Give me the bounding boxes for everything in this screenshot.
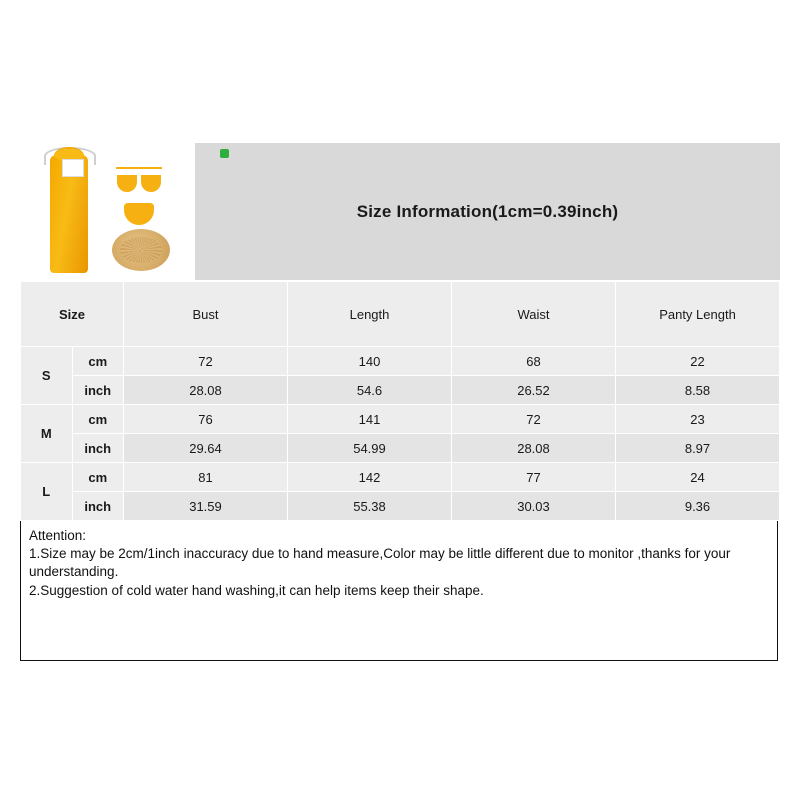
header-bust: Bust (124, 282, 288, 347)
attention-block (20, 521, 778, 661)
bikini-top-illustration (116, 167, 162, 193)
fur-accessory-illustration (112, 229, 170, 271)
attention-line-2: 2.Suggestion of cold water hand washing,it can help items keep their shape. (29, 582, 484, 598)
cell-panty-length: 8.58 (616, 376, 780, 405)
unit-cm: cm (72, 463, 124, 492)
cell-panty-length: 23 (616, 405, 780, 434)
cell-panty-length: 9.36 (616, 492, 780, 521)
cell-waist: 30.03 (452, 492, 616, 521)
cell-panty-length: 24 (616, 463, 780, 492)
table-row (21, 434, 780, 463)
cell-waist: 68 (452, 347, 616, 376)
cell-waist: 77 (452, 463, 616, 492)
unit-cm: cm (72, 347, 124, 376)
cell-length: 55.38 (288, 492, 452, 521)
table-row (21, 463, 780, 492)
cell-length: 141 (288, 405, 452, 434)
cell-waist: 72 (452, 405, 616, 434)
unit-cm: cm (72, 405, 124, 434)
table-row (21, 347, 780, 376)
product-photo (20, 143, 195, 280)
size-label-s: S (21, 347, 73, 405)
table-row (21, 405, 780, 434)
header-waist: Waist (452, 282, 616, 347)
dress-strap (54, 147, 84, 165)
cell-bust: 76 (124, 405, 288, 434)
cell-panty-length: 8.97 (616, 434, 780, 463)
cell-waist: 28.08 (452, 434, 616, 463)
header-length: Length (288, 282, 452, 347)
table-row (21, 492, 780, 521)
cell-waist: 26.52 (452, 376, 616, 405)
unit-inch: inch (72, 492, 124, 521)
attention-heading: Attention: (29, 528, 87, 543)
unit-inch: inch (72, 434, 124, 463)
cell-length: 54.6 (288, 376, 452, 405)
size-chart (20, 143, 780, 661)
bikini-bottom-illustration (124, 203, 154, 225)
table-row (21, 376, 780, 405)
cell-bust: 29.64 (124, 434, 288, 463)
cell-length: 54.99 (288, 434, 452, 463)
cell-bust: 72 (124, 347, 288, 376)
measurements-table (20, 281, 780, 521)
chart-banner (20, 143, 780, 281)
attention-line-1: 1.Size may be 2cm/1inch inaccuracy due to hand measure,Color may be little different due to monitor ,thanks for your understanding. (29, 546, 731, 580)
banner-title-cell (195, 143, 780, 280)
cell-bust: 81 (124, 463, 288, 492)
cell-panty-length: 22 (616, 347, 780, 376)
page-title: Size Information(1cm=0.39inch) (356, 201, 619, 221)
cell-length: 140 (288, 347, 452, 376)
unit-inch: inch (72, 376, 124, 405)
header-size: Size (21, 282, 124, 347)
green-marker-icon (220, 149, 229, 158)
cell-bust: 28.08 (124, 376, 288, 405)
size-label-m: M (21, 405, 73, 463)
cell-bust: 31.59 (124, 492, 288, 521)
size-label-l: L (21, 463, 73, 521)
header-panty-length: Panty Length (616, 282, 780, 347)
cell-length: 142 (288, 463, 452, 492)
table-header-row (21, 282, 780, 347)
